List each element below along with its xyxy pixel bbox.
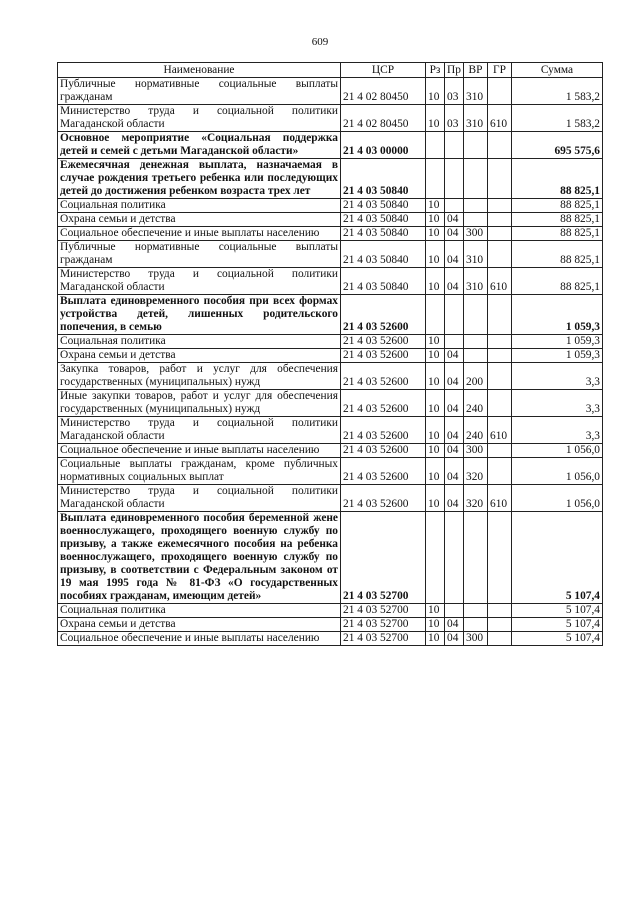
- cell-pr: 04: [445, 349, 464, 363]
- cell-vr: [464, 213, 488, 227]
- cell-name: Социальное обеспечение и иные выплаты населению: [58, 632, 341, 646]
- cell-sum: 1 056,0: [512, 458, 603, 485]
- cell-vr: 300: [464, 227, 488, 241]
- table-row: [58, 199, 603, 213]
- cell-rz: 10: [426, 199, 445, 213]
- cell-name: Охрана семьи и детства: [58, 213, 341, 227]
- cell-vr: 310: [464, 241, 488, 268]
- cell-sum: 1 583,2: [512, 78, 603, 105]
- cell-sum: 1 583,2: [512, 105, 603, 132]
- table-row: [58, 417, 603, 444]
- cell-name: Министерство труда и социальной политики Магаданской области: [58, 485, 341, 512]
- table-row: [58, 105, 603, 132]
- table-row: [58, 390, 603, 417]
- cell-vr: [464, 335, 488, 349]
- cell-csr: 21 4 02 80450: [341, 78, 426, 105]
- cell-vr: [464, 132, 488, 159]
- cell-pr: 04: [445, 458, 464, 485]
- table-row: [58, 363, 603, 390]
- cell-csr: 21 4 03 52700: [341, 604, 426, 618]
- cell-csr: 21 4 03 50840: [341, 213, 426, 227]
- cell-name: Социальная политика: [58, 604, 341, 618]
- table-row: [58, 632, 603, 646]
- cell-csr: 21 4 03 52600: [341, 390, 426, 417]
- cell-pr: 04: [445, 632, 464, 646]
- cell-rz: 10: [426, 390, 445, 417]
- cell-vr: [464, 512, 488, 604]
- table-row: [58, 268, 603, 295]
- cell-name: Закупка товаров, работ и услуг для обеспечения государственных (муниципальных) нужд: [58, 363, 341, 390]
- cell-pr: 04: [445, 227, 464, 241]
- cell-csr: 21 4 03 50840: [341, 159, 426, 199]
- cell-rz: 10: [426, 78, 445, 105]
- cell-gr: [488, 349, 512, 363]
- cell-pr: 03: [445, 78, 464, 105]
- cell-csr: 21 4 03 52600: [341, 295, 426, 335]
- cell-rz: 10: [426, 335, 445, 349]
- cell-sum: 3,3: [512, 363, 603, 390]
- cell-name: Выплата единовременного пособия при всех формах устройства детей, лишенных родительского попечения, в семью: [58, 295, 341, 335]
- cell-csr: 21 4 03 52600: [341, 444, 426, 458]
- cell-pr: [445, 295, 464, 335]
- table-row: [58, 213, 603, 227]
- cell-csr: 21 4 02 80450: [341, 105, 426, 132]
- cell-csr: 21 4 03 50840: [341, 199, 426, 213]
- cell-rz: 10: [426, 268, 445, 295]
- cell-csr: 21 4 03 52600: [341, 349, 426, 363]
- cell-name: Социальное обеспечение и иные выплаты населению: [58, 444, 341, 458]
- cell-name: Публичные нормативные социальные выплаты гражданам: [58, 241, 341, 268]
- cell-gr: [488, 604, 512, 618]
- cell-vr: 320: [464, 458, 488, 485]
- page-number: 609: [311, 36, 329, 48]
- cell-rz: 10: [426, 213, 445, 227]
- cell-sum: 3,3: [512, 390, 603, 417]
- table-row: [58, 458, 603, 485]
- cell-pr: 04: [445, 213, 464, 227]
- cell-pr: 04: [445, 444, 464, 458]
- cell-vr: [464, 295, 488, 335]
- cell-name: Министерство труда и социальной политики Магаданской области: [58, 417, 341, 444]
- cell-sum: 695 575,6: [512, 132, 603, 159]
- cell-gr: [488, 363, 512, 390]
- cell-sum: 88 825,1: [512, 268, 603, 295]
- cell-csr: 21 4 03 52600: [341, 363, 426, 390]
- cell-gr: [488, 159, 512, 199]
- cell-pr: 04: [445, 390, 464, 417]
- cell-sum: 5 107,4: [512, 632, 603, 646]
- cell-csr: 21 4 03 52600: [341, 335, 426, 349]
- cell-gr: [488, 295, 512, 335]
- cell-rz: [426, 512, 445, 604]
- cell-pr: 04: [445, 618, 464, 632]
- cell-vr: 310: [464, 268, 488, 295]
- cell-name: Социальная политика: [58, 199, 341, 213]
- cell-gr: [488, 458, 512, 485]
- cell-rz: [426, 132, 445, 159]
- cell-name: Министерство труда и социальной политики Магаданской области: [58, 268, 341, 295]
- cell-sum: 88 825,1: [512, 227, 603, 241]
- cell-gr: [488, 241, 512, 268]
- cell-rz: 10: [426, 349, 445, 363]
- cell-vr: 310: [464, 78, 488, 105]
- cell-csr: 21 4 03 52700: [341, 512, 426, 604]
- cell-pr: 04: [445, 485, 464, 512]
- cell-name: Ежемесячная денежная выплата, назначаемая в случае рождения третьего ребенка или последующих детей до достижения ребенком возраста трех лет: [58, 159, 341, 199]
- cell-sum: 1 056,0: [512, 444, 603, 458]
- cell-gr: [488, 512, 512, 604]
- cell-csr: 21 4 03 52700: [341, 618, 426, 632]
- cell-name: Охрана семьи и детства: [58, 349, 341, 363]
- table-header: [58, 63, 603, 78]
- cell-sum: 5 107,4: [512, 512, 603, 604]
- header-vr: ВР: [464, 63, 488, 78]
- cell-sum: 88 825,1: [512, 159, 603, 199]
- cell-vr: [464, 159, 488, 199]
- table-row: [58, 78, 603, 105]
- budget-table: [57, 62, 603, 646]
- cell-vr: 320: [464, 485, 488, 512]
- cell-rz: 10: [426, 105, 445, 132]
- cell-pr: [445, 604, 464, 618]
- table-row: [58, 444, 603, 458]
- cell-sum: 88 825,1: [512, 241, 603, 268]
- cell-pr: [445, 335, 464, 349]
- cell-name: Выплата единовременного пособия беременной жене военнослужащего, проходящего военную службу по призыву, а также ежемесячного пособия на ребенка военнослужащего, проходящего военную службу по призыву, в соответствии с Федеральным законом от 19 мая 1995 года № 81-ФЗ «О государственных пособиях гражданам, имеющим детей»: [58, 512, 341, 604]
- table-body: [58, 78, 603, 646]
- cell-gr: [488, 78, 512, 105]
- cell-gr: [488, 213, 512, 227]
- cell-gr: [488, 227, 512, 241]
- cell-sum: 88 825,1: [512, 199, 603, 213]
- cell-sum: 1 059,3: [512, 349, 603, 363]
- cell-name: Основное мероприятие «Социальная поддержка детей и семей с детьми Магаданской области»: [58, 132, 341, 159]
- table-row: [58, 295, 603, 335]
- header-rz: Рз: [426, 63, 445, 78]
- cell-gr: [488, 199, 512, 213]
- cell-csr: 21 4 03 50840: [341, 227, 426, 241]
- cell-gr: 610: [488, 417, 512, 444]
- cell-pr: 04: [445, 417, 464, 444]
- cell-rz: 10: [426, 485, 445, 512]
- table-row: [58, 349, 603, 363]
- cell-rz: 10: [426, 632, 445, 646]
- cell-vr: 300: [464, 444, 488, 458]
- cell-rz: 10: [426, 227, 445, 241]
- cell-gr: [488, 132, 512, 159]
- cell-gr: [488, 335, 512, 349]
- table-row: [58, 159, 603, 199]
- table-row: [58, 618, 603, 632]
- cell-rz: 10: [426, 241, 445, 268]
- header-name: Наименование: [58, 63, 341, 78]
- cell-vr: 200: [464, 363, 488, 390]
- cell-gr: [488, 618, 512, 632]
- table-row: [58, 227, 603, 241]
- cell-pr: [445, 132, 464, 159]
- cell-rz: 10: [426, 417, 445, 444]
- cell-name: Социальное обеспечение и иные выплаты населению: [58, 227, 341, 241]
- cell-csr: 21 4 03 52700: [341, 632, 426, 646]
- cell-sum: 5 107,4: [512, 604, 603, 618]
- header-sum: Сумма: [512, 63, 603, 78]
- cell-vr: 310: [464, 105, 488, 132]
- cell-vr: [464, 618, 488, 632]
- cell-csr: 21 4 03 50840: [341, 241, 426, 268]
- cell-pr: 04: [445, 241, 464, 268]
- cell-vr: 240: [464, 417, 488, 444]
- cell-sum: 3,3: [512, 417, 603, 444]
- cell-sum: 88 825,1: [512, 213, 603, 227]
- cell-gr: [488, 632, 512, 646]
- cell-gr: [488, 444, 512, 458]
- cell-sum: 5 107,4: [512, 618, 603, 632]
- table-row: [58, 241, 603, 268]
- table-row: [58, 485, 603, 512]
- cell-name: Охрана семьи и детства: [58, 618, 341, 632]
- cell-csr: 21 4 03 52600: [341, 458, 426, 485]
- cell-name: Социальная политика: [58, 335, 341, 349]
- cell-rz: [426, 159, 445, 199]
- cell-vr: [464, 199, 488, 213]
- cell-name: Иные закупки товаров, работ и услуг для обеспечения государственных (муниципальных) нужд: [58, 390, 341, 417]
- table-row: [58, 512, 603, 604]
- cell-pr: [445, 159, 464, 199]
- cell-csr: 21 4 03 52600: [341, 417, 426, 444]
- cell-rz: 10: [426, 444, 445, 458]
- cell-vr: 300: [464, 632, 488, 646]
- cell-rz: 10: [426, 458, 445, 485]
- cell-sum: 1 059,3: [512, 295, 603, 335]
- cell-rz: [426, 295, 445, 335]
- cell-rz: 10: [426, 618, 445, 632]
- cell-pr: 03: [445, 105, 464, 132]
- cell-rz: 10: [426, 363, 445, 390]
- cell-pr: [445, 199, 464, 213]
- header-csr: ЦСР: [341, 63, 426, 78]
- cell-csr: 21 4 03 00000: [341, 132, 426, 159]
- table-row: [58, 604, 603, 618]
- cell-csr: 21 4 03 52600: [341, 485, 426, 512]
- cell-vr: [464, 604, 488, 618]
- cell-csr: 21 4 03 50840: [341, 268, 426, 295]
- cell-vr: 240: [464, 390, 488, 417]
- cell-pr: [445, 512, 464, 604]
- cell-name: Социальные выплаты гражданам, кроме публичных нормативных социальных выплат: [58, 458, 341, 485]
- table-row: [58, 132, 603, 159]
- cell-name: Публичные нормативные социальные выплаты гражданам: [58, 78, 341, 105]
- cell-sum: 1 059,3: [512, 335, 603, 349]
- header-pr: Пр: [445, 63, 464, 78]
- cell-vr: [464, 349, 488, 363]
- table-row: [58, 335, 603, 349]
- cell-gr: 610: [488, 485, 512, 512]
- cell-pr: 04: [445, 363, 464, 390]
- cell-sum: 1 056,0: [512, 485, 603, 512]
- cell-pr: 04: [445, 268, 464, 295]
- cell-name: Министерство труда и социальной политики Магаданской области: [58, 105, 341, 132]
- cell-gr: 610: [488, 105, 512, 132]
- header-gr: ГР: [488, 63, 512, 78]
- cell-gr: 610: [488, 268, 512, 295]
- cell-gr: [488, 390, 512, 417]
- cell-rz: 10: [426, 604, 445, 618]
